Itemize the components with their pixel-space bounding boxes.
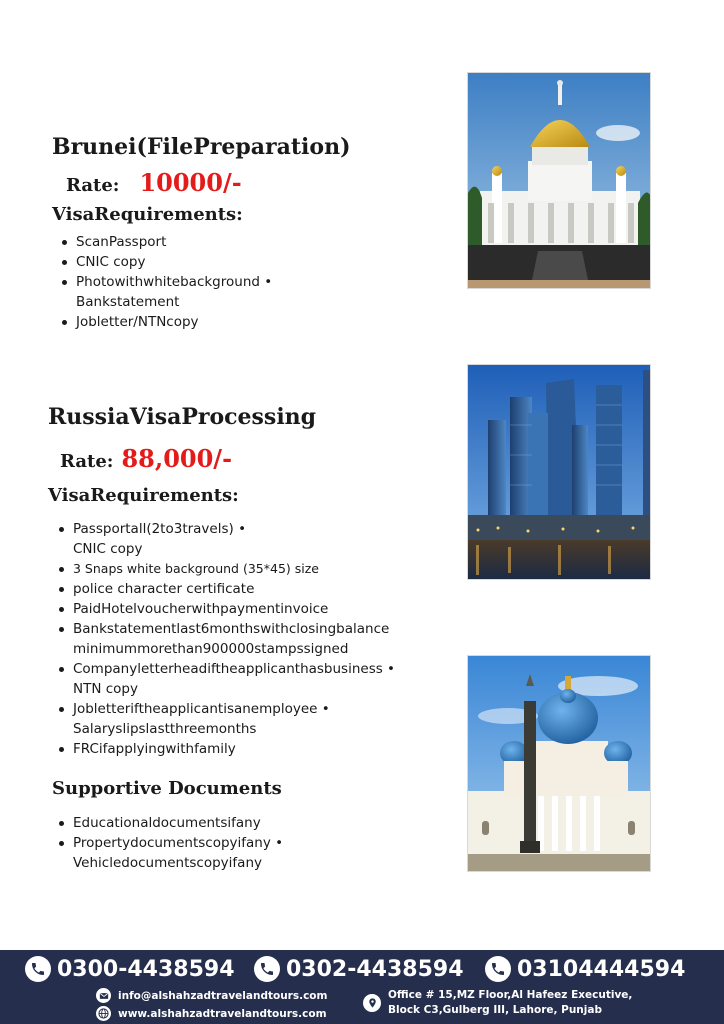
brunei-rate-label: Rate: <box>66 175 120 196</box>
russia-title: RussiaVisaProcessing <box>48 404 317 430</box>
list-item: Passportall(2to3travels) • CNIC copy <box>53 519 395 559</box>
website-link[interactable] <box>96 1006 327 1021</box>
brunei-requirements-heading: VisaRequirements: <box>52 204 243 225</box>
list-item: Bankstatementlast6monthswithclosingbalance minimummorethan900000stampssigned <box>53 619 395 659</box>
list-item: Companyletterheadiftheapplicanthasbusiness • NTN copy <box>53 659 395 699</box>
russia-requirements-heading: VisaRequirements: <box>48 485 239 506</box>
list-item: FRCifapplyingwithfamily <box>53 739 395 759</box>
email-icon <box>96 988 111 1003</box>
list-item: Jobletter/NTNcopy <box>56 312 272 332</box>
phone-icon <box>25 956 51 982</box>
brunei-title: Brunei(FilePreparation) <box>52 134 351 160</box>
phone-number-2-text: 0302-4438594 <box>286 956 464 982</box>
cathedral-photo <box>467 655 651 872</box>
contact-footer <box>0 950 724 1024</box>
russia-rate-label: Rate: <box>60 451 114 472</box>
website-text: www.alshahzadtravelandtours.com <box>118 1007 327 1020</box>
list-item: PaidHotelvoucherwithpaymentinvoice <box>53 599 395 619</box>
phone-number-3-text: 03104444594 <box>517 956 686 982</box>
phone-number-1-text: 0300-4438594 <box>57 956 235 982</box>
brunei-rate-value: 10000/- <box>139 168 242 197</box>
list-item: Photowithwhitebackground • Bankstatement <box>56 272 272 312</box>
phone-icon <box>254 956 280 982</box>
phone-number-1[interactable] <box>25 956 235 982</box>
supportive-documents-list <box>53 813 283 873</box>
office-address <box>363 988 632 1018</box>
brunei-rate <box>66 168 242 197</box>
email-text: info@alshahzadtravelandtours.com <box>118 989 328 1002</box>
russia-rate-value: 88,000/- <box>121 444 233 473</box>
brunei-mosque-photo <box>467 72 651 289</box>
phone-number-3[interactable] <box>485 956 685 982</box>
russia-rate <box>60 444 232 473</box>
list-item: Propertydocumentscopyifany • Vehicledocumentscopyifany <box>53 833 283 873</box>
moscow-city-photo <box>467 364 651 580</box>
list-item: Jobletteriftheapplicantisanemployee • Salaryslipslastthreemonths <box>53 699 395 739</box>
list-item: Educationaldocumentsifany <box>53 813 283 833</box>
address-line-2: Block C3,Gulberg III, Lahore, Punjab <box>388 1004 602 1016</box>
phone-icon <box>485 956 511 982</box>
list-item: CNIC copy <box>56 252 272 272</box>
location-pin-icon <box>363 994 381 1012</box>
list-item: ScanPassport <box>56 232 272 252</box>
globe-icon <box>96 1006 111 1021</box>
list-item: 3 Snaps white background (35*45) size <box>53 559 395 579</box>
phone-number-2[interactable] <box>254 956 464 982</box>
russia-requirements-list <box>53 519 395 759</box>
supportive-documents-heading: Supportive Documents <box>52 778 282 799</box>
address-line-1: Office # 15,MZ Floor,Al Hafeez Executive, <box>388 989 633 1001</box>
brunei-requirements-list <box>56 232 272 332</box>
email-link[interactable] <box>96 988 327 1003</box>
list-item: police character certificate <box>53 579 395 599</box>
